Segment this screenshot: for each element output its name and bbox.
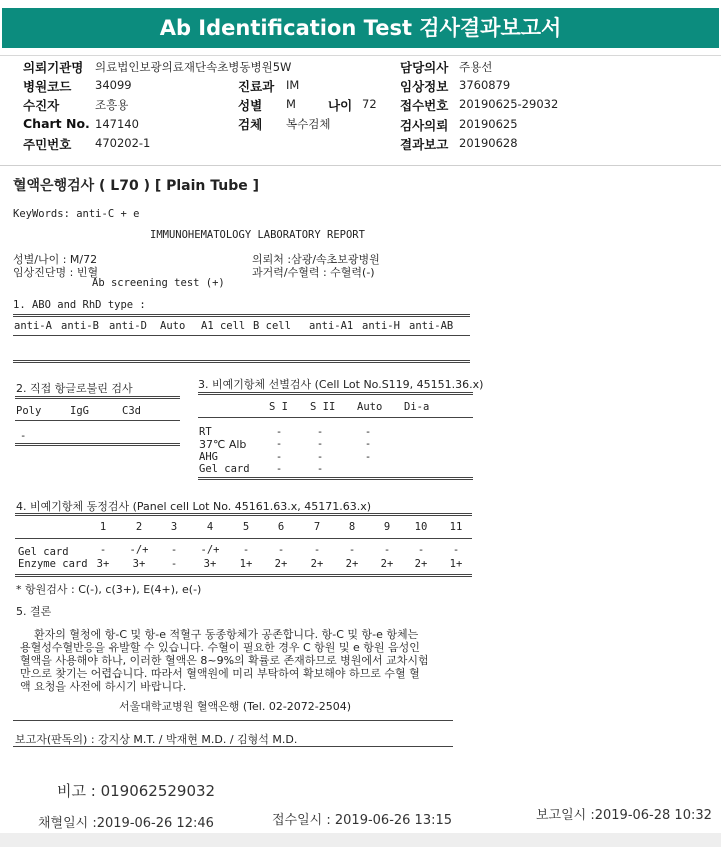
section-screening-title: 3. 비예기항체 선별검사 (Cell Lot No.S119, 45151.36.x): [198, 378, 484, 391]
dat-value: -: [20, 430, 27, 442]
note: 비고 : 019062529032: [57, 782, 216, 800]
receipt-datetime: 접수일시 : 2019-06-26 13:15: [272, 813, 453, 828]
report-value: 20190628: [459, 136, 518, 150]
age-value: 72: [362, 97, 377, 111]
panel-cell: 2+: [310, 558, 324, 570]
specimen-label: 검체: [238, 117, 263, 132]
panel-col: 3: [170, 521, 178, 533]
panel-cell: -/+: [200, 544, 220, 556]
divider: [198, 417, 473, 418]
panel-cell: 1+: [449, 558, 463, 570]
screen-cell: -: [275, 451, 283, 463]
divider: [198, 477, 473, 480]
footer-strip: [0, 833, 721, 847]
screen-col-dia: Di-a: [404, 401, 430, 413]
panel-cell: -: [348, 544, 356, 556]
panel-col: 1: [99, 521, 107, 533]
age-label: 나이: [328, 98, 353, 113]
divider: [15, 538, 472, 539]
screen-row-label: AHG: [199, 451, 218, 463]
divider: [13, 746, 453, 747]
dept-label: 진료과: [238, 79, 275, 94]
sex-label: 성별: [238, 98, 263, 113]
panel-cell: -: [313, 544, 321, 556]
panel-cell: -: [383, 544, 391, 556]
divider: [15, 396, 180, 399]
section-panel-title: 4. 비예기항체 동정검사 (Panel cell Lot No. 45161.63.x, 45171.63.x): [16, 500, 372, 513]
page-title: Ab Identification Test 검사결과보고서: [2, 8, 719, 48]
panel-cell: -: [99, 544, 107, 556]
panel-cell: -: [242, 544, 250, 556]
conclusion-line: 혈액을 사용해야 하나, 이러한 혈액은 8~9%의 확률로 존재하므로 병원에서 교차시험: [20, 654, 429, 667]
antigen-result: * 항원검사 : C(-), c(3+), E(4+), e(-): [16, 583, 202, 596]
divider: [15, 513, 472, 516]
divider: [13, 720, 453, 721]
hospital-code-label: 병원코드: [23, 79, 72, 94]
doctor-value: 주용선: [459, 60, 493, 74]
title-bar: [0, 0, 721, 56]
conclusion-line: 액 요청을 사전에 하시기 바랍니다.: [20, 680, 187, 693]
dat-col-c3d: C3d: [122, 405, 141, 417]
screen-row-label: 37℃ Alb: [199, 438, 247, 451]
abo-col-anti-d: anti-D: [109, 320, 147, 332]
divider: [15, 443, 180, 446]
request-value: 20190625: [459, 117, 518, 131]
history: 과거력/수혈력 : 수혈력(-): [252, 266, 375, 279]
panel-col: 7: [313, 521, 321, 533]
dept-value: IM: [286, 78, 300, 92]
conclusion-line: 만으로 찾기는 어렵습니다. 따라서 혈액원에 미리 부탁하여 확보해야 하므로 수혈 혈: [20, 667, 420, 680]
screen-row-label: RT: [199, 426, 212, 438]
screen-cell: -: [275, 463, 283, 475]
clinical-label: 임상정보: [400, 79, 449, 94]
diagnosis: 임상진단명 : 빈혈: [13, 266, 99, 279]
panel-cell: 3+: [96, 558, 110, 570]
panel-col: 5: [242, 521, 250, 533]
doctor-label: 담당의사: [400, 60, 449, 75]
divider: [198, 392, 473, 395]
patient-value: 조흥용: [95, 98, 129, 112]
dat-col-poly: Poly: [16, 405, 42, 417]
screen-cell: -: [364, 451, 372, 463]
screen-cell: -: [316, 451, 324, 463]
panel-col: 9: [383, 521, 391, 533]
abo-col-a1-cell: A1 cell: [201, 320, 246, 332]
screen-cell: -: [316, 463, 324, 475]
abo-col-auto: Auto: [160, 320, 186, 332]
abo-col-anti-h: anti-H: [362, 320, 400, 332]
panel-cell: 2+: [345, 558, 359, 570]
id-value: 470202-1: [95, 136, 151, 150]
dat-col-igg: IgG: [70, 405, 89, 417]
panel-cell: -: [417, 544, 425, 556]
section-abo-title: 1. ABO and RhD type :: [13, 299, 146, 311]
chart-label: Chart No.: [23, 116, 90, 131]
panel-row-label: Gel card: [18, 546, 69, 558]
panel-cell: 2+: [274, 558, 288, 570]
panel-row-label: Enzyme card: [18, 558, 88, 570]
divider: [13, 314, 470, 317]
patient-info: [0, 56, 721, 166]
panel-cell: -: [277, 544, 285, 556]
conclusion-line: 환자의 혈청에 항-C 및 항-e 적혈구 동종항체가 공존합니다. 항-C 및 항-e 항체는: [34, 628, 419, 641]
panel-cell: 1+: [239, 558, 253, 570]
divider: [13, 360, 470, 363]
receipt-no-value: 20190625-29032: [459, 97, 559, 111]
report-label: 결과보고: [400, 137, 449, 152]
panel-col: 11: [449, 521, 463, 533]
lab-report: [0, 168, 721, 833]
keywords: KeyWords: anti-C + e: [13, 208, 140, 220]
screen-row-label: Gel card: [199, 463, 250, 475]
divider: [13, 335, 470, 336]
sex-value: M: [286, 97, 296, 111]
patient-label: 수진자: [23, 98, 60, 113]
screen-cell: -: [316, 438, 324, 450]
screen-cell: -: [275, 426, 283, 438]
abo-col-anti-b: anti-B: [61, 320, 99, 332]
reporter: 보고자(판독의) : 강지상 M.T. / 박재현 M.D. / 김형석 M.D.: [15, 733, 298, 746]
screen-col-s1: S I: [269, 401, 288, 413]
collect-datetime: 채혈일시 :2019-06-26 12:46: [38, 816, 214, 831]
conclusion-line: 용혈성수혈반응을 유발할 수 있습니다. 수혈이 필요한 경우 C 항원 및 e 항원 음성인: [20, 641, 420, 654]
report-datetime: 보고일시 :2019-06-28 10:32: [536, 808, 712, 823]
panel-col: 8: [348, 521, 356, 533]
institution-value: 의료법인보광의료재단속초병동병원5W: [95, 60, 292, 74]
panel-cell: -: [452, 544, 460, 556]
panel-col: 6: [277, 521, 285, 533]
bloodbank-contact: 서울대학교병원 혈액은행 (Tel. 02-2072-2504): [119, 700, 352, 713]
section-conclusion-title: 5. 결론: [16, 605, 52, 618]
panel-col: 4: [206, 521, 214, 533]
specimen-value: 복수검체: [286, 117, 331, 131]
institution-label: 의뢰기관명: [23, 60, 84, 75]
panel-col: 2: [135, 521, 143, 533]
divider: [15, 420, 180, 421]
report-title: 혈액은행검사 ( L70 ) [ Plain Tube ]: [13, 178, 260, 194]
clinical-value: 3760879: [459, 78, 511, 92]
receipt-no-label: 접수번호: [400, 98, 449, 113]
screen-cell: -: [364, 438, 372, 450]
section-dat-title: 2. 직접 항글로불린 검사: [16, 382, 133, 395]
screen-col-auto: Auto: [357, 401, 383, 413]
panel-col: 10: [414, 521, 428, 533]
screen-cell: -: [364, 426, 372, 438]
divider: [15, 574, 472, 577]
abo-col-anti-a1: anti-A1: [309, 320, 354, 332]
hospital-code-value: 34099: [95, 78, 132, 92]
chart-value: 147140: [95, 117, 139, 131]
panel-cell: 3+: [203, 558, 217, 570]
panel-cell: -: [170, 544, 178, 556]
abo-col-anti-ab: anti-AB: [409, 320, 454, 332]
panel-cell: -: [170, 558, 178, 570]
abo-col-anti-a: anti-A: [14, 320, 52, 332]
panel-cell: -/+: [129, 544, 149, 556]
requester: 의뢰처 :삼광/속초보광병원: [252, 253, 380, 266]
sex-age: 성별/나이 : M/72: [13, 253, 98, 266]
screen-cell: -: [275, 438, 283, 450]
request-label: 검사의뢰: [400, 118, 449, 133]
panel-cell: 3+: [132, 558, 146, 570]
abo-col-b-cell: B cell: [253, 320, 291, 332]
panel-cell: 2+: [414, 558, 428, 570]
screen-cell: -: [316, 426, 324, 438]
panel-cell: 2+: [380, 558, 394, 570]
screening-result: Ab screening test (+): [92, 277, 225, 289]
screen-col-s2: S II: [310, 401, 336, 413]
id-label: 주민번호: [23, 137, 72, 152]
lab-title: IMMUNOHEMATOLOGY LABORATORY REPORT: [150, 229, 365, 241]
